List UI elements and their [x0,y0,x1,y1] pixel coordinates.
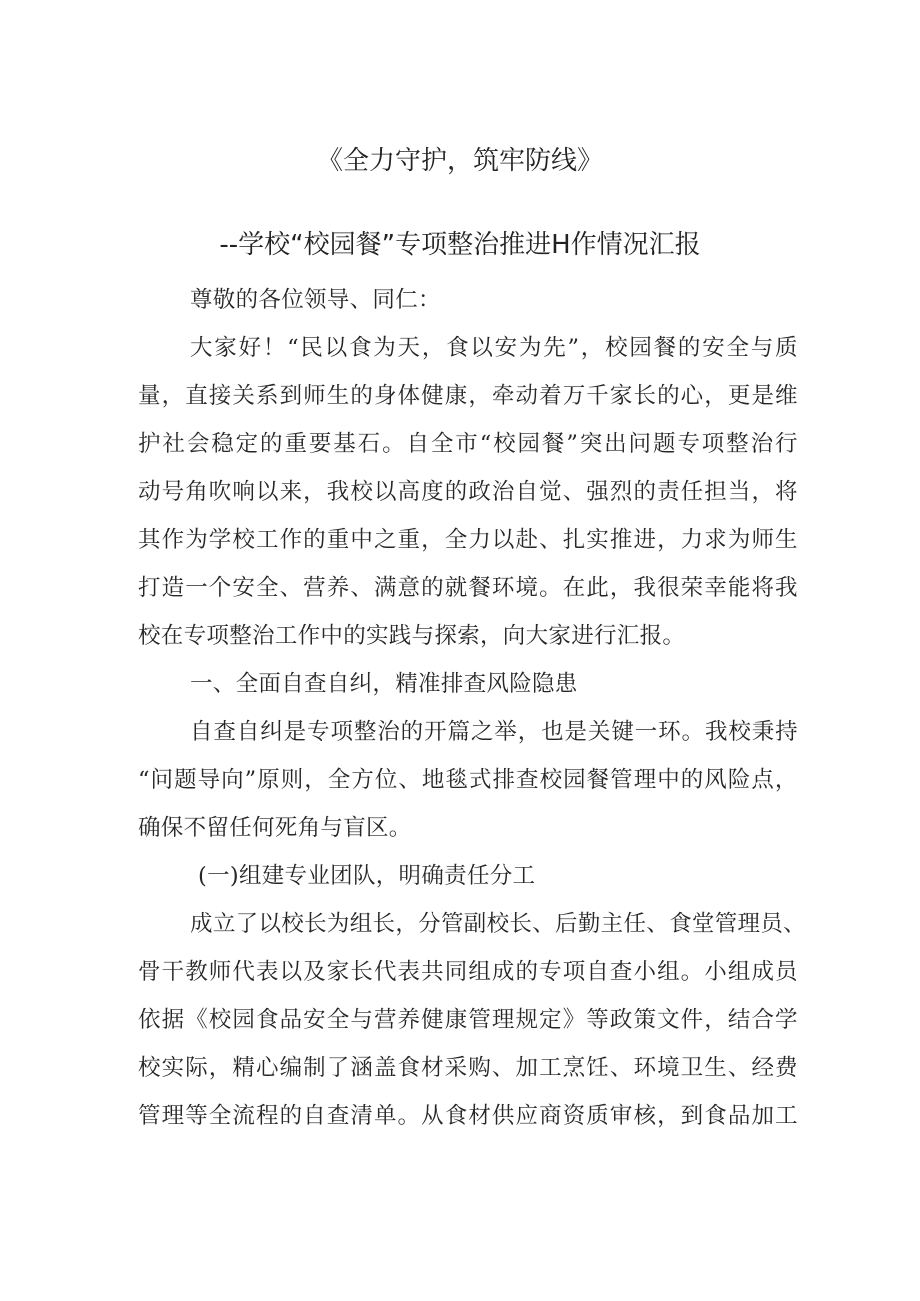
paragraph-line: 校在专项整治工作中的实践与探索，向大家进行汇报。 [138,623,686,649]
paragraph-line: “ 问 题 导 向 ” 原 则 ， 全 方 位 、 地 毯 式 排 查 校 园 餐 管 理 中 的 风 险 点 ， [138,767,798,793]
paragraph-line: 自 查 自 纠 是 专 项 整 治 的 开 篇 之 举 ， 也 是 关 键 一 环 。 我 校 秉 持 [190,719,798,745]
paragraph-line: 大 家 好 ！ “ 民 以 食 为 天 ， 食 以 安 为 先 ” ， 校 园 餐 的 安 全 与 质 [190,335,798,361]
section-heading: 一、全面自查自纠，精准排查风险隐患 [190,671,578,697]
subsection-heading: (一)组建专业团队，明确责任分工 [198,863,536,889]
document-title: 《全力守护，筑牢防线》 [316,146,603,176]
paragraph-line: 依 据 《 校 园 食 品 安 全 与 营 养 健 康 管 理 规 定 》 等 政 策 文 件 ， 结 合 学 [138,1007,798,1033]
salutation: 尊敬的各位领导、同仁： [190,287,441,313]
paragraph-line: 成 立 了 以 校 长 为 组 长 ， 分 管 副 校 长 、 后 勤 主 任 、 食 堂 管 理 员 、 [190,911,806,937]
paragraph-line: 其 作 为 学 校 工 作 的 重 中 之 重 ， 全 力 以 赴 、 扎 实 推 进 ， 力 求 为 师 生 [138,527,798,553]
paragraph-line: 校 实 际 ， 精 心 编 制 了 涵 盖 食 材 采 购 、 加 工 烹 饪 、 环 境 卫 生 、 经 费 [138,1055,798,1081]
paragraph-line: 动 号 角 吹 响 以 来 ， 我 校 以 高 度 的 政 治 自 觉 、 强 烈 的 责 任 担 当 ， 将 [138,479,798,505]
paragraph-line: 管 理 等 全 流 程 的 自 查 清 单 。 从 食 材 供 应 商 资 质 审 核 ， 到 食 品 加 工 [138,1103,798,1129]
paragraph-line: 量 ， 直 接 关 系 到 师 生 的 身 体 健 康 ， 牵 动 着 万 千 家 长 的 心 ， 更 是 维 [138,383,798,409]
paragraph-line: 护 社 会 稳 定 的 重 要 基 石 。 自 全 市 “ 校 园 餐 ” 突 出 问 题 专 项 整 治 行 [138,431,798,457]
paragraph-line: 确保不留任何死角与盲区。 [138,815,412,841]
paragraph-line: 骨 干 教 师 代 表 以 及 家 长 代 表 共 同 组 成 的 专 项 自 查 小 组 。 小 组 成 员 [138,959,798,985]
paragraph-line: 打 造 一 个 安 全 、 营 养 、 满 意 的 就 餐 环 境 。 在 此 ， 我 很 荣 幸 能 将 我 [138,575,798,601]
document-subtitle: --学校“校园餐”专项整治推进H作情况汇报 [219,230,701,260]
